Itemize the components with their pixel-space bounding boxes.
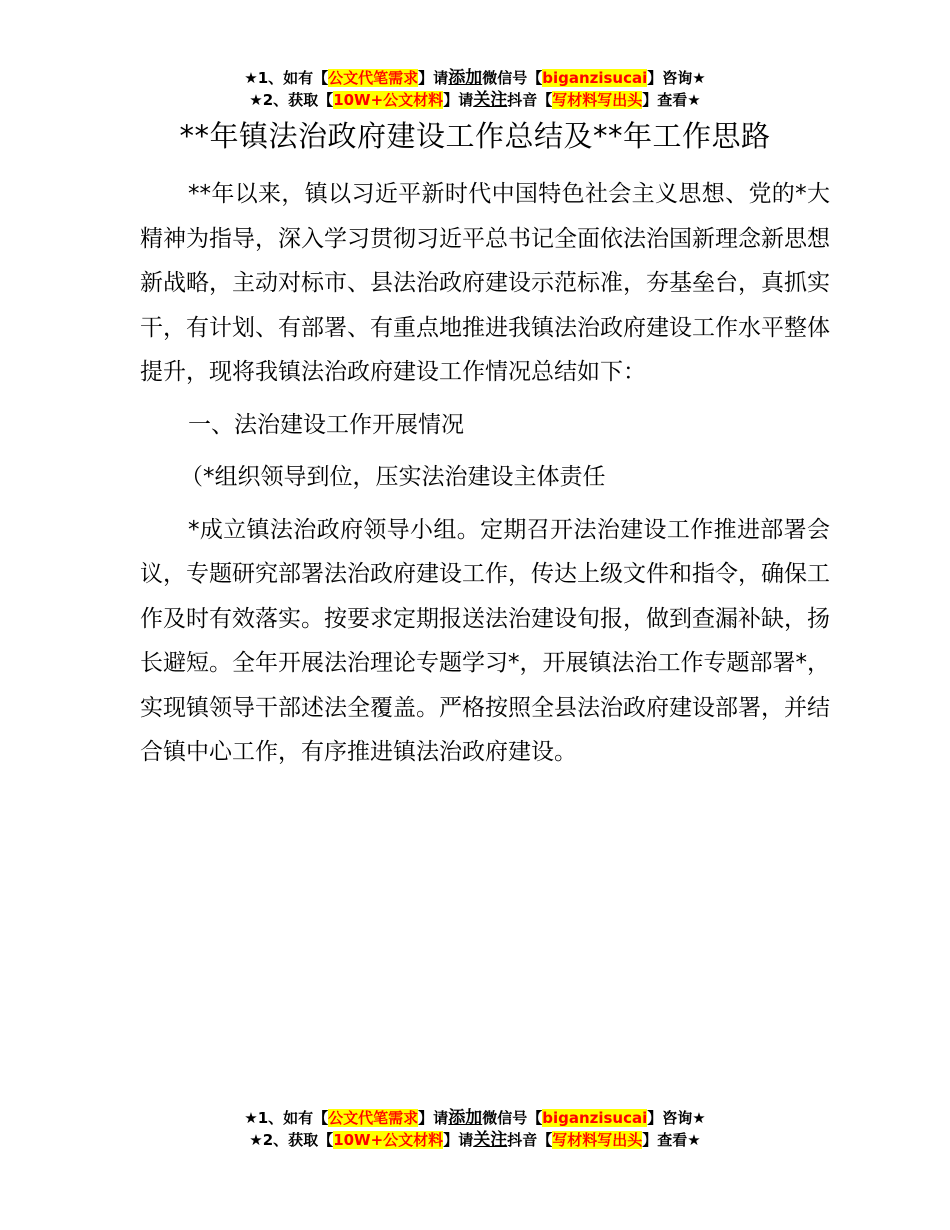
promo-highlight: biganzisucai: [542, 69, 648, 87]
promo-text: ★1、如有【: [244, 69, 329, 87]
promo-banner-top: [0, 67, 950, 111]
promo-emphasis: 添加: [448, 68, 483, 88]
promo-text: 抖音【: [507, 91, 553, 109]
promo-highlight: 写材料写出头: [552, 91, 643, 109]
body-paragraph: *成立镇法治政府领导小组。定期召开法治建设工作推进部署会议，专题研究部署法治政府建设工作，传达上级文件和指令，确保工作及时有效落实。按要求定期报送法治建设旬报，做到查漏补缺，扬长避短。全年开展法治理论专题学习*，开展镇法治工作专题部署*，实现镇领导干部述法全覆盖。严格按照全县法治政府建设部署，并结合镇中心工作，有序推进镇法治政府建设。: [140, 516, 830, 765]
document-body: [140, 172, 830, 775]
promo-highlight: 10W+公文材料: [333, 91, 444, 109]
promo-line-1: [0, 1107, 950, 1129]
promo-emphasis: 添加: [448, 1108, 483, 1128]
promo-line-1: [0, 67, 950, 89]
promo-text: 】查看★: [642, 91, 701, 109]
promo-banner-bottom: [0, 1107, 950, 1151]
promo-emphasis: 关注: [473, 90, 508, 110]
promo-text: ★2、获取【: [249, 1131, 334, 1149]
promo-emphasis: 关注: [473, 1130, 508, 1150]
subsection-heading: （*组织领导到位，压实法治建设主体责任: [180, 464, 606, 490]
promo-highlight: biganzisucai: [542, 1109, 648, 1127]
promo-text: 】请: [418, 1109, 449, 1127]
promo-line-2: [0, 1129, 950, 1151]
body-paragraph: **年以来，镇以习近平新时代中国特色社会主义思想、党的*大精神为指导，深入学习贯彻习近平总书记全面依法治国新理念新思想新战略，主动对标市、县法治政府建设示范标准，夯基垒台，真抓实干，有计划、有部署、有重点地推进我镇法治政府建设工作水平整体提升，现将我镇法治政府建设工作情况总结如下：: [140, 181, 830, 385]
promo-text: 微信号【: [482, 1109, 543, 1127]
document-title: **年镇法治政府建设工作总结及**年工作思路: [179, 119, 771, 153]
promo-highlight: 公文代笔需求: [328, 69, 419, 87]
promo-text: 】咨询★: [647, 1109, 706, 1127]
promo-highlight: 10W+公文材料: [333, 1131, 444, 1149]
promo-text: 】查看★: [642, 1131, 701, 1149]
promo-highlight: 公文代笔需求: [328, 1109, 419, 1127]
promo-line-2: [0, 89, 950, 111]
promo-text: 】请: [418, 69, 449, 87]
promo-text: ★1、如有【: [244, 1109, 329, 1127]
promo-text: ★2、获取【: [249, 91, 334, 109]
promo-text: 微信号【: [482, 69, 543, 87]
promo-text: 】请: [443, 91, 474, 109]
promo-text: 】咨询★: [647, 69, 706, 87]
promo-highlight: 写材料写出头: [552, 1131, 643, 1149]
promo-text: 抖音【: [507, 1131, 553, 1149]
section-heading: 一、法治建设工作开展情况: [188, 411, 464, 438]
promo-text: 】请: [443, 1131, 474, 1149]
